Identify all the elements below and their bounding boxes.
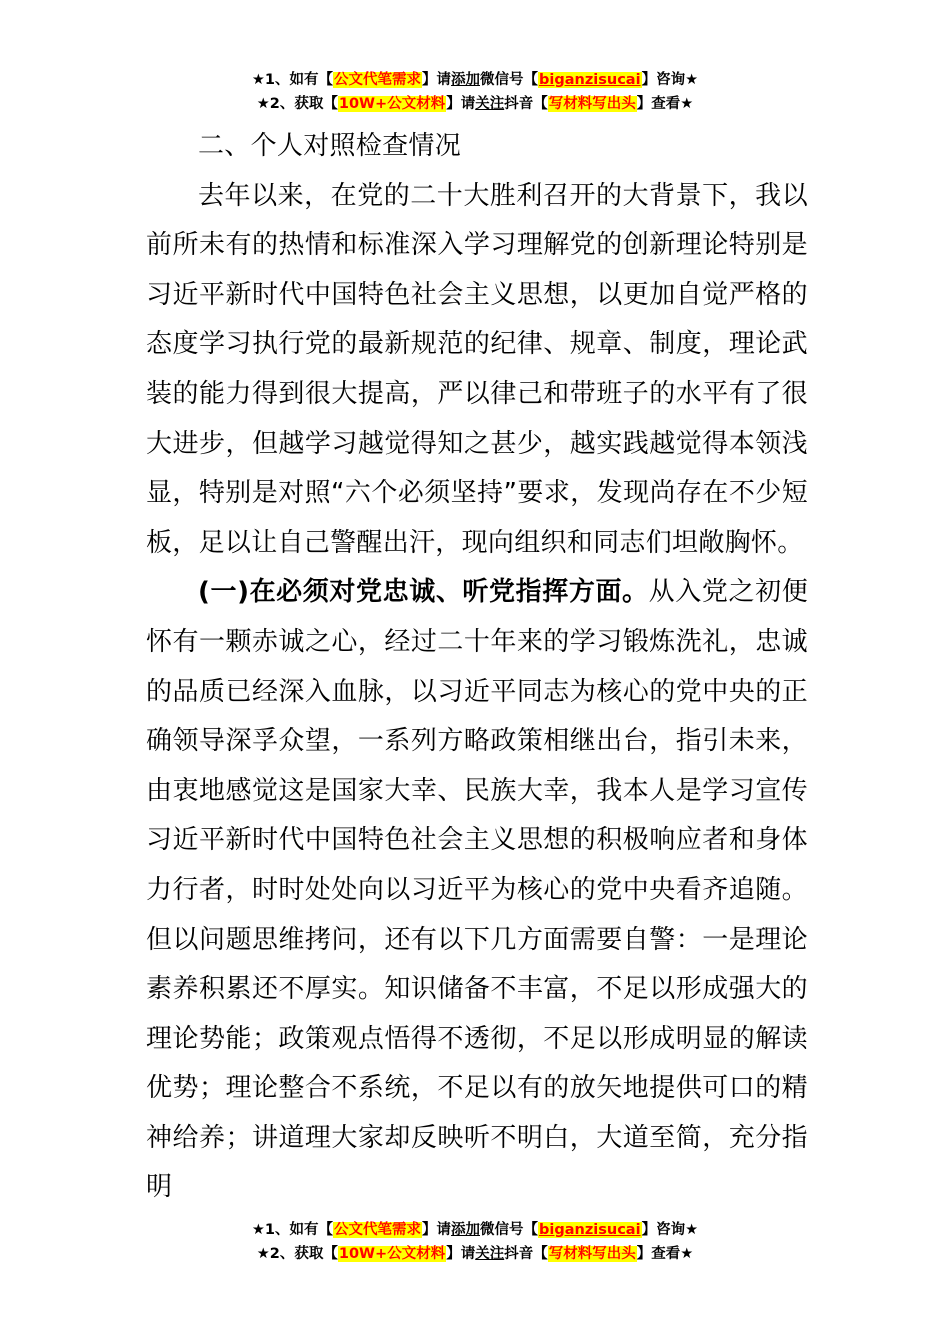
star-icon: ★ (256, 1246, 270, 1262)
banner-highlight: 公文代笔需求 (334, 72, 422, 88)
banner-text: 】请 (446, 1246, 476, 1262)
douyin-account: 写材料写出头 (548, 1246, 636, 1262)
banner-line-2 (0, 1242, 950, 1266)
douyin-account: 写材料写出头 (548, 96, 636, 112)
banner-underlined-text: 关注 (475, 1246, 505, 1262)
section-1-body: 从入党之初便怀有一颗赤诚之心，经过二十年来的学习锻炼洗礼，忠诚的品质已经深入血脉，以习近平同志为核心的党中央的正确领导深孚众望，一系列方略政策相继出台，指引未来，由衷地感觉这是国家大幸、民族大幸，我本人是学习宣传习近平新时代中国特色社会主义思想的积极响应者和身体力行者，时时处处向以习近平为核心的党中央看齐追随。但以问题思维拷问，还有以下几方面需要自警：一是理论素养积累还不厚实。知识储备不丰富，不足以形成强大的理论势能；政策观点悟得不透彻，不足以形成明显的解读优势；理论整合不系统，不足以有的放矢地提供可口的精神给养；讲道理大家却反映听不明白，大道至简，充分指明 (146, 577, 808, 1203)
banner-text: 微信号【 (480, 1222, 539, 1238)
banner-text: 】查看 (636, 96, 681, 112)
banner-text: 2、获取【 (269, 96, 338, 112)
banner-text: 抖音【 (504, 96, 548, 112)
section-heading: 二、个人对照检查情况 (198, 131, 462, 161)
document-body (146, 122, 808, 1213)
star-icon: ★ (680, 1246, 694, 1262)
banner-text: 】咨询 (641, 72, 686, 88)
paragraph-section-1 (146, 568, 808, 1213)
star-icon: ★ (251, 1222, 265, 1238)
banner-text: 微信号【 (480, 72, 539, 88)
footer-banner (0, 1218, 950, 1266)
banner-text: 1、如有【 (264, 1222, 334, 1238)
star-icon: ★ (251, 72, 265, 88)
banner-highlight: 10W+公文材料 (338, 96, 446, 112)
star-icon: ★ (685, 72, 699, 88)
banner-highlight: 10W+公文材料 (338, 1246, 446, 1262)
star-icon: ★ (256, 96, 270, 112)
wechat-id: biganzisucai (539, 72, 641, 88)
banner-text: 】请 (422, 72, 452, 88)
banner-underlined-text: 添加 (451, 1222, 481, 1238)
banner-underlined-text: 添加 (451, 72, 481, 88)
banner-line-2 (0, 92, 950, 116)
star-icon: ★ (680, 96, 694, 112)
banner-text: 抖音【 (504, 1246, 548, 1262)
banner-text: 1、如有【 (264, 72, 334, 88)
banner-text: 2、获取【 (269, 1246, 338, 1262)
banner-highlight: 公文代笔需求 (334, 1222, 422, 1238)
paragraph-intro: 去年以来，在党的二十大胜利召开的大背景下，我以前所未有的热情和标准深入学习理解党的创新理论特别是习近平新时代中国特色社会主义思想，以更加自觉严格的态度学习执行党的最新规范的纪律、规章、制度，理论武装的能力得到很大提高，严以律己和带班子的水平有了很大进步，但越学习越觉得知之甚少，越实践越觉得本领浅显，特别是对照“六个必须坚持”要求，发现尚存在不少短板，足以让自己警醒出汗，现向组织和同志们坦敞胸怀。 (146, 180, 808, 558)
banner-underlined-text: 关注 (475, 96, 505, 112)
section-1-title: (一)在必须对党忠诚、听党指挥方面。 (198, 577, 649, 608)
wechat-id: biganzisucai (539, 1222, 641, 1238)
header-banner (0, 68, 950, 116)
banner-text: 】请 (422, 1222, 452, 1238)
banner-line-1 (0, 68, 950, 92)
banner-text: 】咨询 (641, 1222, 686, 1238)
banner-text: 】请 (446, 96, 476, 112)
star-icon: ★ (685, 1222, 699, 1238)
banner-line-1 (0, 1218, 950, 1242)
banner-text: 】查看 (636, 1246, 681, 1262)
